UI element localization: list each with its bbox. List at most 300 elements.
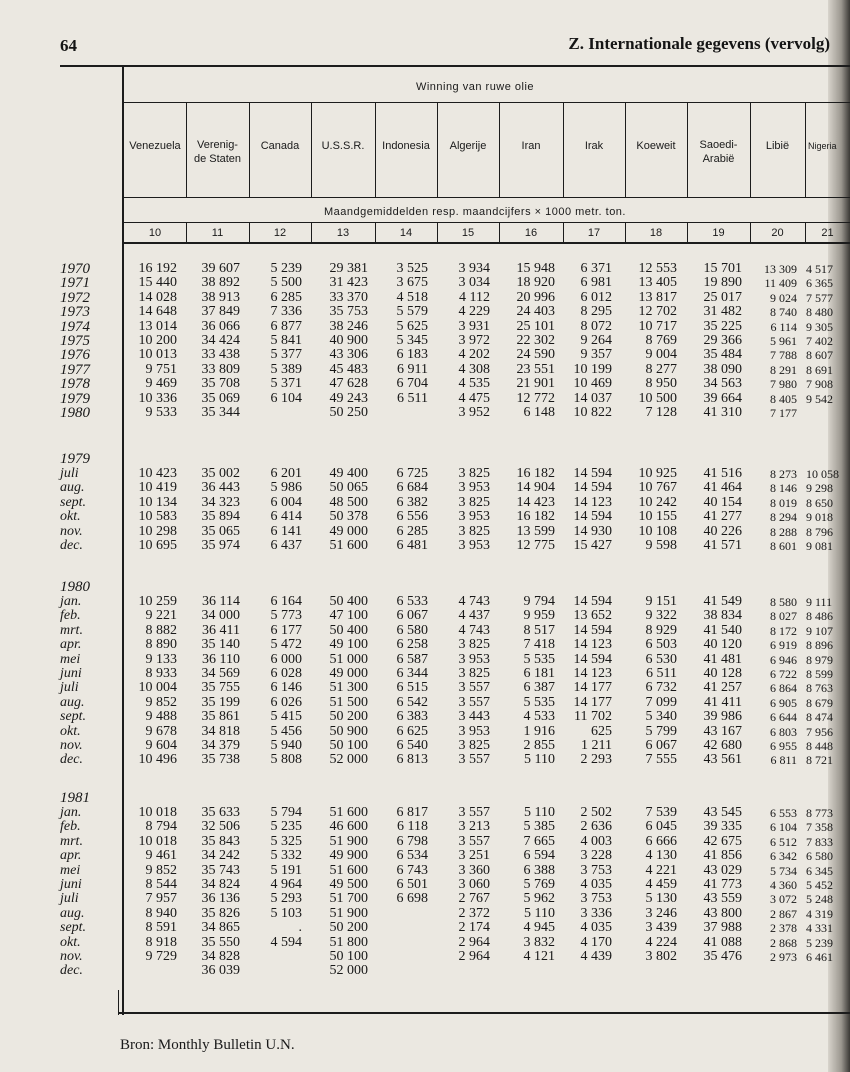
data-cell: 3 439 (645, 920, 677, 936)
row-label: 1979 (60, 390, 90, 407)
data-cell: 35 065 (201, 523, 240, 539)
data-cell: 9 221 (145, 608, 177, 624)
data-cell: 16 182 (516, 509, 555, 525)
data-cell: 8 794 (145, 819, 177, 835)
column-number: 14 (399, 227, 413, 239)
column-header: Algerije (449, 140, 487, 152)
row-label: apr. (60, 637, 82, 653)
data-cell: 5 130 (645, 891, 677, 907)
column-number: 15 (461, 227, 475, 239)
data-cell: 24 403 (516, 304, 555, 320)
column-header: Iran (521, 140, 541, 152)
data-cell: 13 014 (138, 318, 177, 334)
data-cell: 9 004 (645, 347, 677, 363)
data-cell: 6 625 (396, 723, 428, 739)
data-cell: 14 123 (573, 666, 612, 681)
data-cell: 6 026 (270, 694, 302, 710)
data-cell: 4 964 (270, 877, 302, 892)
data-cell: 14 904 (516, 480, 555, 496)
data-cell: 8 273 (770, 467, 797, 481)
column-number: 16 (524, 227, 538, 239)
data-cell: 40 226 (703, 523, 742, 539)
data-cell: 51 600 (329, 862, 368, 878)
row-label: jan. (60, 594, 82, 609)
data-cell: 41 571 (703, 538, 742, 553)
data-cell: 19 890 (703, 275, 742, 291)
data-cell: 6 383 (396, 709, 428, 725)
data-cell: 7 665 (523, 833, 555, 849)
data-cell: 49 000 (329, 666, 368, 681)
data-cell: 8 291 (770, 362, 797, 377)
data-cell: 8 607 (806, 348, 833, 363)
data-cell: 40 154 (703, 494, 742, 510)
data-cell: 35 708 (201, 376, 240, 392)
data-cell: 9 107 (806, 623, 833, 638)
data-cell: 4 945 (523, 920, 555, 936)
data-cell: 9 081 (806, 539, 833, 553)
data-cell: 31 482 (703, 304, 742, 320)
data-cell: 6 012 (580, 289, 612, 305)
data-cell: 14 423 (516, 494, 555, 510)
data-cell: 3 072 (770, 892, 797, 907)
data-cell: 6 285 (396, 523, 428, 539)
row-label: 1971 (60, 275, 90, 292)
data-cell: 8 691 (806, 362, 833, 377)
row-label: nov. (60, 949, 83, 964)
data-cell: 50 100 (329, 738, 368, 753)
data-cell: 6 698 (396, 891, 428, 907)
data-cell: 5 961 (770, 334, 797, 348)
data-cell: 6 183 (396, 347, 428, 363)
data-cell: 3 060 (458, 877, 490, 892)
row-label: aug. (60, 694, 85, 710)
data-cell: 18 920 (516, 275, 555, 291)
data-cell: 1 211 (581, 738, 612, 753)
data-cell: 8 650 (806, 495, 833, 510)
data-cell: 6 414 (270, 509, 302, 525)
group-heading: 1980 (60, 579, 90, 595)
data-cell: 35 069 (201, 390, 240, 406)
data-cell: 16 182 (516, 466, 555, 481)
data-cell: 38 913 (201, 289, 240, 305)
data-cell: 6 955 (770, 739, 797, 753)
data-cell: 4 224 (645, 934, 677, 950)
data-cell: 3 246 (645, 905, 677, 921)
data-cell: 3 825 (458, 523, 490, 539)
data-cell: 14 177 (573, 680, 612, 696)
data-cell: 40 900 (329, 333, 368, 348)
data-cell: 39 607 (201, 261, 240, 276)
column-header: Libië (765, 140, 790, 152)
data-cell: 8 294 (770, 510, 797, 525)
data-cell: 51 600 (329, 538, 368, 553)
data-cell: 31 423 (329, 275, 368, 291)
data-cell: 3 953 (458, 509, 490, 525)
row-label: feb. (60, 819, 81, 835)
data-cell: 50 200 (329, 709, 368, 725)
data-cell: 7 957 (145, 891, 177, 907)
column-header: Nigeria (808, 141, 837, 151)
data-cell: 6 181 (523, 666, 555, 681)
data-cell: 5 986 (270, 480, 302, 496)
data-cell: 51 900 (329, 905, 368, 921)
data-cell: 9 264 (580, 333, 612, 348)
data-cell: 4 437 (458, 608, 490, 624)
data-cell: 5 579 (396, 304, 428, 320)
data-cell: 5 103 (270, 905, 302, 921)
data-cell: 6 511 (646, 666, 677, 681)
data-cell: 6 503 (645, 637, 677, 653)
data-cell: 6 067 (396, 608, 428, 624)
data-cell: 41 540 (703, 622, 742, 638)
column-number: 11 (211, 227, 224, 239)
data-cell: 21 901 (516, 376, 555, 392)
data-cell: 3 825 (458, 738, 490, 753)
data-cell: 5 371 (270, 376, 302, 392)
data-cell: 5 235 (270, 819, 302, 835)
data-cell: 6 553 (770, 806, 797, 820)
data-cell: 10 108 (638, 523, 677, 539)
data-cell: 50 400 (329, 594, 368, 609)
data-cell: 8 679 (806, 695, 833, 710)
data-cell: 14 037 (573, 390, 612, 406)
data-cell: 35 826 (201, 905, 240, 921)
data-cell: 8 882 (145, 622, 177, 638)
data-cell: 7 555 (645, 752, 677, 768)
data-cell: 14 123 (573, 637, 612, 653)
row-label: 1976 (60, 347, 90, 364)
data-cell: 36 136 (201, 891, 240, 907)
data-cell: 4 533 (523, 709, 555, 725)
data-cell: 3 360 (458, 862, 490, 878)
data-cell: 4 170 (580, 934, 612, 950)
data-cell: 10 134 (138, 494, 177, 510)
data-cell: 9 305 (806, 319, 833, 334)
data-cell: 5 110 (524, 752, 555, 768)
data-cell: 8 796 (806, 524, 833, 539)
data-cell: 6 501 (396, 877, 428, 892)
data-cell: 5 377 (270, 347, 302, 363)
data-cell: 8 929 (645, 622, 677, 638)
data-cell: 2 855 (523, 738, 555, 753)
column-header: Verenig- de Staten (193, 139, 242, 165)
column-number: 17 (587, 227, 601, 239)
data-cell: 51 800 (329, 934, 368, 950)
data-cell: 8 295 (580, 304, 612, 320)
row-label: nov. (60, 738, 83, 753)
data-cell: 39 335 (703, 819, 742, 835)
data-cell: 51 700 (329, 891, 368, 907)
data-cell: 35 755 (201, 680, 240, 696)
row-label: 1970 (60, 261, 90, 277)
data-cell: 42 675 (703, 833, 742, 849)
data-cell: 4 439 (580, 949, 612, 964)
data-cell: 2 372 (458, 905, 490, 921)
data-cell: 9 298 (806, 481, 833, 496)
row-label: aug. (60, 905, 85, 921)
data-cell: 15 440 (138, 275, 177, 291)
data-cell: 7 099 (645, 694, 677, 710)
data-cell: 9 322 (645, 608, 677, 624)
data-cell: 10 298 (138, 523, 177, 539)
data-cell: 3 557 (458, 833, 490, 849)
data-cell: 25 101 (516, 318, 555, 334)
data-cell: 35 753 (329, 304, 368, 320)
data-cell: 3 557 (458, 752, 490, 768)
data-cell: 50 900 (329, 723, 368, 739)
data-cell: 5 389 (270, 361, 302, 377)
data-cell: 35 140 (201, 637, 240, 653)
data-cell: 6 285 (270, 289, 302, 305)
data-cell: 4 121 (523, 949, 555, 964)
data-cell: 6 813 (396, 752, 428, 768)
data-cell: 4 112 (459, 289, 490, 305)
column-number-rule (124, 242, 850, 244)
data-cell: 47 628 (329, 376, 368, 392)
data-cell: 3 251 (458, 848, 490, 864)
data-cell: 10 500 (638, 390, 677, 406)
data-cell: 20 996 (516, 289, 555, 305)
data-cell: 3 953 (458, 538, 490, 553)
data-cell: 9 357 (580, 347, 612, 363)
data-cell: 4 308 (458, 361, 490, 377)
data-cell: 6 045 (645, 819, 677, 835)
data-cell: 13 599 (516, 523, 555, 539)
data-cell: 5 385 (523, 819, 555, 835)
data-cell: 12 702 (638, 304, 677, 320)
column-number: 21 (821, 227, 834, 239)
data-cell: 41 516 (703, 466, 742, 481)
data-cell: 34 818 (201, 723, 240, 739)
row-label: 1980 (60, 405, 90, 421)
data-cell: 9 461 (145, 848, 177, 864)
data-cell: 2 867 (770, 906, 797, 921)
source-note: Bron: Monthly Bulletin U.N. (120, 1037, 295, 1053)
data-cell: 3 034 (458, 275, 490, 291)
column-number: 20 (771, 227, 784, 239)
data-cell: 10 013 (138, 347, 177, 363)
data-cell: 43 306 (329, 347, 368, 363)
data-cell: 6 811 (770, 753, 797, 768)
data-cell: 6 342 (770, 849, 797, 864)
data-cell: 50 200 (329, 920, 368, 936)
data-cell: 50 378 (329, 509, 368, 525)
data-cell: 9 729 (145, 949, 177, 964)
data-cell: 3 753 (580, 891, 612, 907)
data-cell: 11 702 (574, 709, 612, 725)
data-cell: 4 459 (645, 877, 677, 892)
data-cell: 6 666 (645, 833, 677, 849)
data-cell: 10 695 (138, 538, 177, 553)
data-cell: 8 763 (806, 681, 833, 696)
data-cell: 35 843 (201, 833, 240, 849)
data-cell: 5 452 (806, 878, 833, 892)
column-header: Canada (260, 140, 300, 152)
data-cell: 14 123 (573, 494, 612, 510)
row-label: juli (60, 891, 79, 907)
column-number: 13 (336, 227, 350, 239)
row-label: okt. (60, 509, 81, 525)
data-cell: 35 476 (703, 949, 742, 964)
data-cell: 4 517 (806, 262, 833, 276)
data-cell: 6 148 (523, 405, 555, 420)
data-cell: 37 849 (201, 304, 240, 320)
data-cell: 34 569 (201, 666, 240, 681)
data-cell: 12 553 (638, 261, 677, 276)
data-cell: 4 035 (580, 877, 612, 892)
data-cell: 6 798 (396, 833, 428, 849)
data-cell: 6 114 (770, 319, 797, 334)
data-cell: 8 486 (806, 609, 833, 624)
data-cell: 6 684 (396, 480, 428, 496)
data-cell: 5 110 (524, 805, 555, 820)
data-cell: 5 472 (270, 637, 302, 653)
data-cell: 34 824 (201, 877, 240, 892)
data-cell: 10 496 (138, 752, 177, 768)
data-cell: 24 590 (516, 347, 555, 363)
data-cell: 6 817 (396, 805, 428, 820)
data-cell: 6 732 (645, 680, 677, 696)
data-cell: 3 972 (458, 333, 490, 348)
data-cell: 6 877 (270, 318, 302, 334)
data-cell: 3 825 (458, 466, 490, 481)
data-cell: 2 502 (580, 805, 612, 820)
data-cell: 8 721 (806, 753, 833, 768)
data-cell: 33 438 (201, 347, 240, 363)
data-cell: 6 177 (270, 622, 302, 638)
data-cell: 6 644 (770, 710, 797, 725)
data-cell: 9 133 (145, 651, 177, 667)
data-cell: 3 213 (458, 819, 490, 835)
data-cell: 9 111 (806, 595, 833, 609)
data-cell: 43 029 (703, 862, 742, 878)
data-cell: 10 336 (138, 390, 177, 406)
data-cell: 7 908 (806, 377, 833, 392)
column-header-rule (124, 197, 850, 198)
data-cell: 36 039 (201, 963, 240, 979)
data-cell: 2 868 (770, 935, 797, 950)
caption-rule (124, 102, 850, 103)
data-cell: 3 525 (396, 261, 428, 276)
data-cell: 10 717 (638, 318, 677, 334)
data-cell: 5 415 (270, 709, 302, 725)
data-cell: 36 066 (201, 318, 240, 334)
data-cell: 10 155 (638, 509, 677, 525)
data-cell: 6 580 (396, 622, 428, 638)
data-cell: 10 925 (638, 466, 677, 481)
data-cell: 14 594 (573, 651, 612, 667)
data-cell: 6 388 (523, 862, 555, 878)
data-cell: 4 202 (458, 347, 490, 363)
row-label: 1978 (60, 376, 90, 393)
bottom-rule (118, 1012, 850, 1014)
data-cell: 5 773 (270, 608, 302, 624)
data-cell: 12 772 (516, 390, 555, 406)
data-cell: 6 164 (270, 594, 302, 609)
data-cell: 34 000 (201, 608, 240, 624)
data-cell: 14 594 (573, 480, 612, 496)
data-cell: 3 953 (458, 480, 490, 496)
data-cell: 3 825 (458, 494, 490, 510)
row-label: feb. (60, 608, 81, 624)
data-cell: 34 323 (201, 494, 240, 510)
data-cell: 13 817 (638, 289, 677, 305)
data-cell: 29 381 (329, 261, 368, 276)
data-cell: 6 704 (396, 376, 428, 392)
data-cell: 4 743 (458, 594, 490, 609)
row-label: okt. (60, 723, 81, 739)
data-cell: 34 242 (201, 848, 240, 864)
row-label: juli (60, 680, 79, 696)
data-cell: 10 469 (573, 376, 612, 392)
data-cell: 14 648 (138, 304, 177, 320)
data-cell: 8 940 (145, 905, 177, 921)
data-cell: 7 336 (270, 304, 302, 320)
data-cell: 14 594 (573, 466, 612, 481)
data-cell: 8 474 (806, 710, 833, 725)
data-cell: 6 722 (770, 667, 797, 681)
data-cell: 3 443 (458, 709, 490, 725)
data-cell: 2 964 (458, 949, 490, 964)
row-label: mei (60, 651, 81, 667)
data-cell: 9 751 (145, 361, 177, 377)
data-cell: 6 946 (770, 652, 797, 667)
data-cell: 8 979 (806, 652, 833, 667)
data-cell: 5 962 (523, 891, 555, 907)
data-cell: 6 540 (396, 738, 428, 753)
data-cell: 36 443 (201, 480, 240, 496)
data-cell: 3 934 (458, 261, 490, 276)
data-cell: 16 192 (138, 261, 177, 276)
data-cell: 12 775 (516, 538, 555, 553)
data-cell: 9 488 (145, 709, 177, 725)
data-cell: 6 067 (645, 738, 677, 753)
data-cell: 10 242 (638, 494, 677, 510)
data-cell: 35 743 (201, 862, 240, 878)
data-cell: 5 625 (396, 318, 428, 334)
data-cell: 5 500 (270, 275, 302, 291)
data-cell: 4 221 (645, 862, 677, 878)
data-cell: 41 257 (703, 680, 742, 696)
data-cell: 9 533 (145, 405, 177, 420)
data-cell: 45 483 (329, 361, 368, 377)
data-cell: 49 500 (329, 877, 368, 892)
data-cell: 2 964 (458, 934, 490, 950)
data-cell: 7 833 (806, 834, 833, 849)
data-cell: 6 000 (270, 651, 302, 667)
data-cell: 50 250 (329, 405, 368, 420)
data-cell: 2 767 (458, 891, 490, 907)
data-cell: 10 018 (138, 805, 177, 820)
data-cell: 1 916 (523, 723, 555, 739)
data-cell: 4 229 (458, 304, 490, 320)
row-label: dec. (60, 538, 83, 553)
data-cell: 43 561 (703, 752, 742, 768)
data-cell: 3 825 (458, 637, 490, 653)
data-cell: 6 905 (770, 695, 797, 710)
data-cell: 35 484 (703, 347, 742, 363)
data-cell: 51 500 (329, 694, 368, 710)
data-cell: 3 336 (580, 905, 612, 921)
data-cell: 8 601 (770, 539, 797, 553)
column-number: 10 (148, 227, 162, 239)
data-cell: 49 243 (329, 390, 368, 406)
column-header: Indonesia (382, 140, 430, 152)
data-cell: 35 550 (201, 934, 240, 950)
data-cell: 51 300 (329, 680, 368, 696)
data-cell: 4 594 (270, 934, 302, 950)
data-cell: 36 411 (202, 622, 240, 638)
